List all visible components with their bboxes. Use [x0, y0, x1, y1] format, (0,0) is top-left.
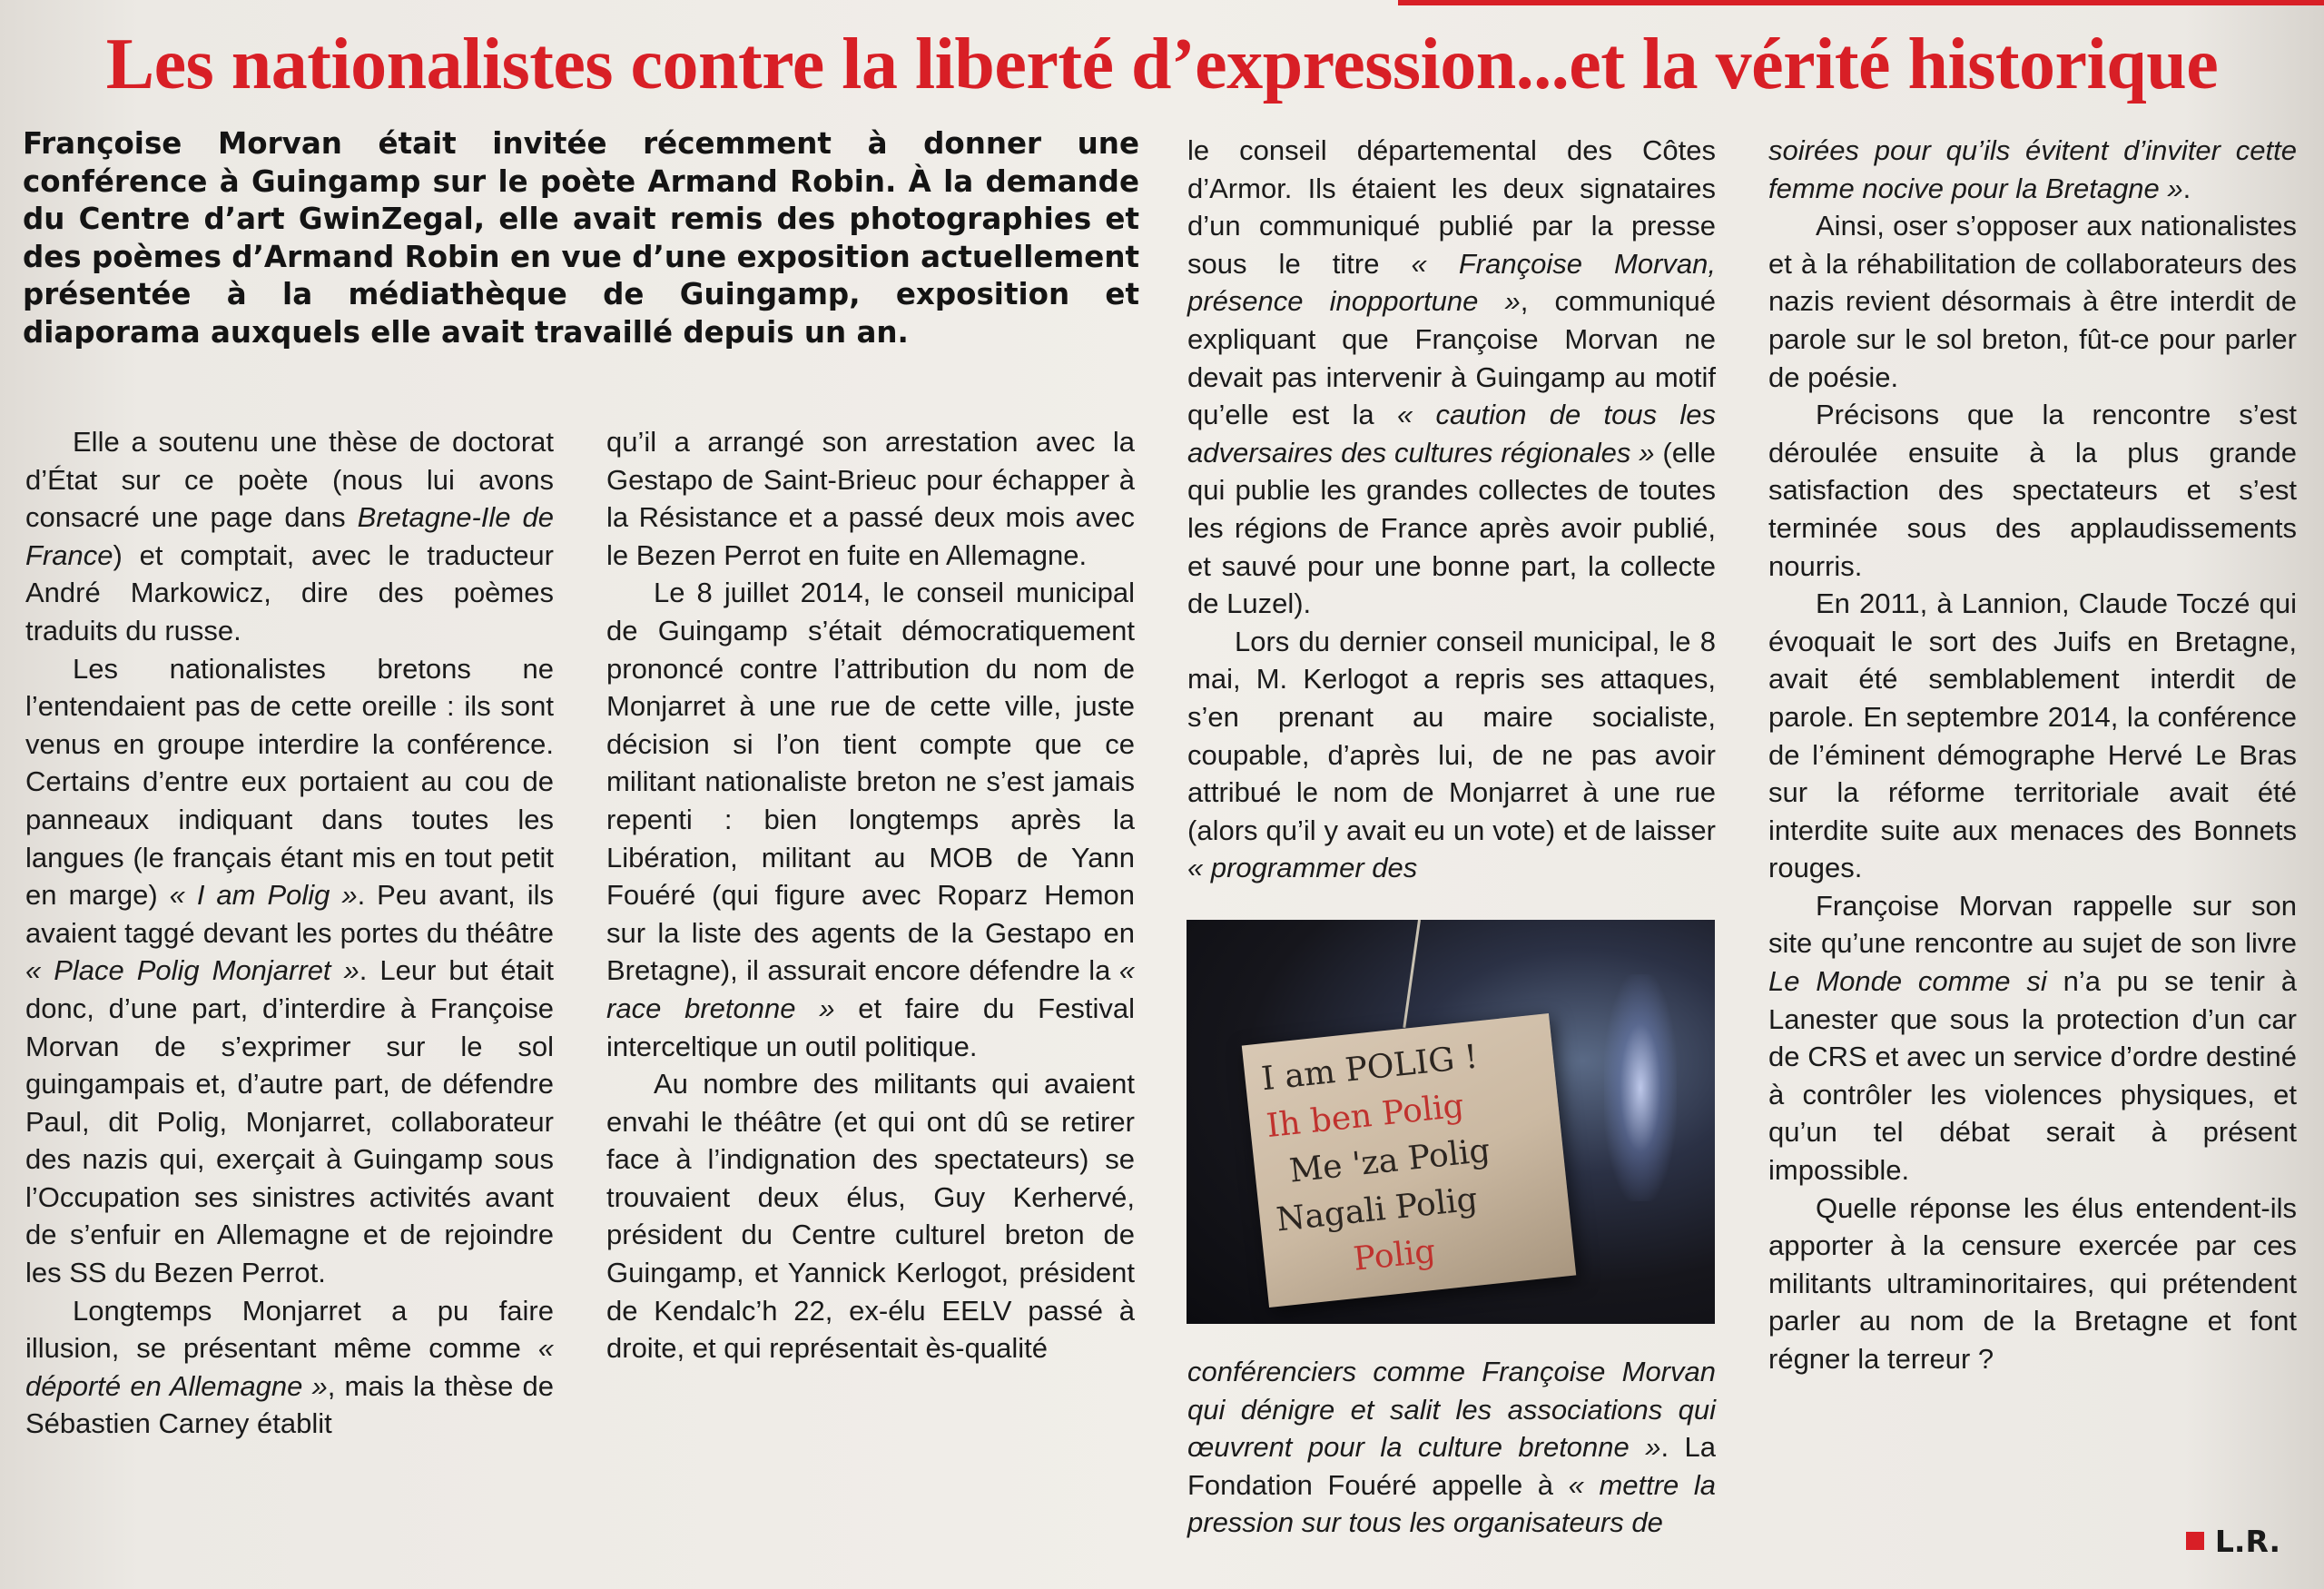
sign-line: Me 'za Polig	[1287, 1131, 1492, 1190]
sign-line: I am POLIG !	[1259, 1038, 1480, 1099]
paragraph: Le 8 juillet 2014, le conseil municipal de Guingamp s’était démocratiquement prononcé contre l’attribution du nom de Monjarret à une rue de cette ville, juste décision si l’on tient compte que ce militant nationaliste breton ne s’est jamais repenti : bien longtemps après la Libération, militant au MOB de Yann Fouéré (qui figure avec Roparz Hemon sur la liste des agents de la Gestapo en Bretagne), il assurait encore défendre la « race bretonne » et faire du Festival interceltique un outil politique.	[606, 577, 1135, 1062]
column-3-bottom	[1187, 1353, 1716, 1542]
author-initials: L.R.	[2214, 1524, 2280, 1559]
photo-sign-string	[1403, 920, 1421, 1028]
paragraph: Précisons que la rencontre s’est déroulée ensuite à la plus grande satisfaction des spectateurs et s’est terminée sous des applaudissements nourris.	[1768, 399, 2297, 582]
photo-protest-sign	[1242, 1013, 1576, 1308]
end-square-icon	[2186, 1532, 2204, 1550]
paragraph: Longtemps Monjarret a pu faire illusion, se présentant même comme « déporté en Allemagne », mais la thèse de Sébastien Carney établit	[25, 1294, 554, 1440]
top-red-rule	[1398, 0, 2324, 5]
paragraph: Elle a soutenu une thèse de doctorat d’État sur ce poète (nous lui avons consacré une page dans Bretagne-Ile de France) et comptait, avec le traducteur André Markowicz, dire des poèmes traduits du russe.	[25, 426, 554, 646]
column-4	[1768, 132, 2297, 1378]
article-headline: Les nationalistes contre la liberté d’expression...et la vérité historique	[105, 25, 2219, 104]
column-3-top	[1187, 132, 1716, 887]
column-2	[606, 423, 1135, 1367]
paragraph: Ainsi, oser s’opposer aux nationalistes et à la réhabilitation de collaborateurs des nazis revient désormais à être interdit de parole sur le sol breton, fût-ce pour parler de poésie.	[1768, 210, 2297, 393]
paragraph: Les nationalistes bretons ne l’entendaient pas de cette oreille : ils sont venus en groupe interdire la conférence. Certains d’entre eux portaient au cou de panneaux indiquant dans toutes les langues (le français étant mis en tout petit en marge) « I am Polig ». Peu avant, ils avaient taggé devant les portes du théâtre « Place Polig Monjarret ». Leur but était donc, d’une part, d’interdire à Françoise Morvan de s’exprimer sur le sol guingampais et, d’autre part, de défendre Paul, dit Polig, Monjarret, collaborateur des nazis qui, exerçait à Guingamp sous l’Occupation ses sinistres activités avant de s’enfuir en Allemagne et de rejoindre les SS du Bezen Perrot.	[25, 652, 555, 1289]
paragraph: Lors du dernier conseil municipal, le 8 mai, M. Kerlogot a repris ses attaques, s’en prenant au maire socialiste, coupable, d’après lui, de ne pas avoir attribué le nom de Monjarret à une rue (alors qu’il y avait eu un vote) et de laisser « programmer des	[1187, 625, 1716, 884]
paragraph: soirées pour qu’ils évitent d’inviter cette femme nocive pour la Bretagne ».	[1768, 134, 2297, 204]
photo-light	[1604, 974, 1677, 1201]
paragraph: En 2011, à Lannion, Claude Toczé qui évoquait le sort des Juifs en Bretagne, avait été semblablement interdit de parole. En septembre 2014, la conférence de l’éminent démographe Hervé Le Bras sur la réforme territoriale avait été interdite suite aux menaces des Bonnets rouges.	[1768, 587, 2297, 884]
paragraph: qu’il a arrangé son arrestation avec la Gestapo de Saint-Brieuc pour échapper à la Résistance et a passé deux mois avec le Bezen Perrot en fuite en Allemagne.	[606, 426, 1135, 571]
article-lead: Françoise Morvan était invitée récemment à donner une conférence à Guingamp sur le poète Armand Robin. À la demande du Centre d’art GwinZegal, elle avait remis des photographies et des poèmes d’Armand Robin en vue d’une exposition actuellement présentée à la médiathèque de Guingamp, exposition et diaporama auxquels elle avait travaillé depuis un an.	[23, 126, 1139, 350]
paragraph: le conseil départemental des Côtes d’Armor. Ils étaient les deux signataires d’un communiqué publié par la presse sous le titre « Françoise Morvan, présence inopportune », communiqué expliquant que Françoise Morvan ne devait pas intervenir à Guingamp au motif qu’elle est la « caution de tous les adversaires des cultures régionales » (elle qui publie les grandes collectes de toutes les régions de France après avoir publié, et sauvé pour une bonne part, la collecte de Luzel).	[1187, 134, 1717, 620]
sign-line: Polig	[1351, 1232, 1438, 1278]
paragraph: Au nombre des militants qui avaient envahi le théâtre (et qui ont dû se retirer face à l’indignation des spectateurs) se trouvaient deux élus, Guy Kerhervé, président du Centre culturel breton de Guingamp, et Yannick Kerlogot, président de Kendalc’h 22, ex-élu EELV passé à droite, et qui représentait ès-qualité	[606, 1068, 1135, 1365]
sign-line: Ih ben Polig	[1265, 1087, 1466, 1146]
author-signature	[2186, 1524, 2280, 1559]
paragraph: conférenciers comme Françoise Morvan qui dénigre et salit les associations qui œuvrent pour la culture bretonne ». La Fondation Fouéré appelle à « mettre la pression sur tous les organisateurs de	[1187, 1356, 1716, 1539]
paragraph: Quelle réponse les élus entendent-ils apporter à la censure exercée par ces militants ultraminoritaires, qui prétendent parler au nom de la Bretagne et font régner la terreur ?	[1768, 1191, 2297, 1375]
column-1	[25, 423, 554, 1443]
sign-line: Nagali Polig	[1274, 1180, 1480, 1239]
article-photo	[1187, 920, 1715, 1324]
paragraph: Françoise Morvan rappelle sur son site qu’une rencontre au sujet de son livre Le Monde comme si n’a pu se tenir à Lanester que sous la protection d’un car de CRS et avec un service d’ordre destiné à contrôler les violences physiques, et qu’un tel débat serait à présent impossible.	[1768, 889, 2297, 1187]
